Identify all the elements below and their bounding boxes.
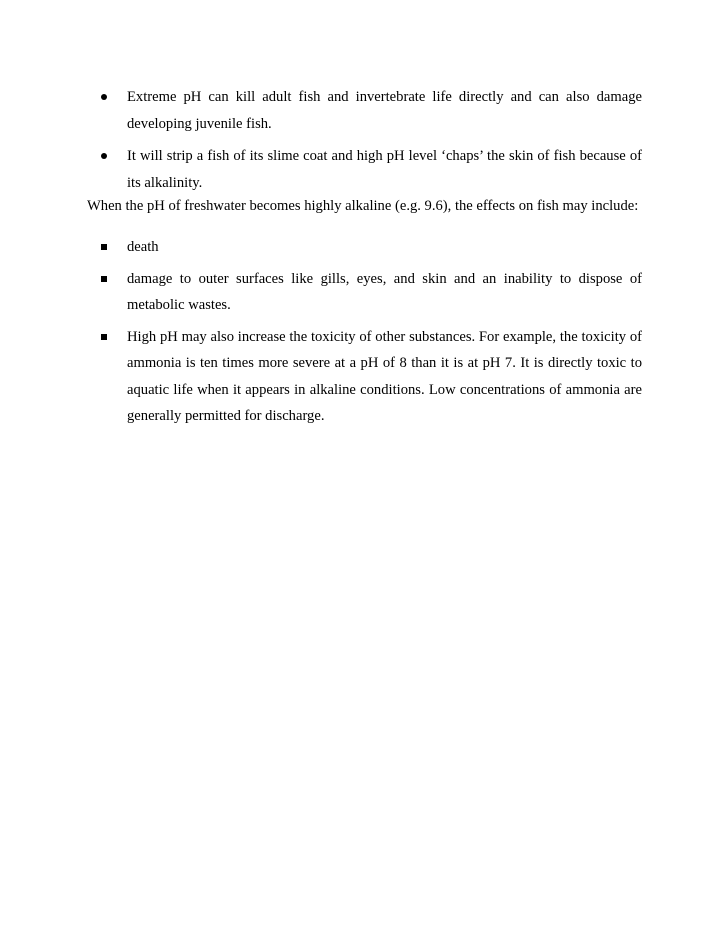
list-item xyxy=(0,266,728,319)
list-item-text: Extreme pH can kill adult fish and invertebrate life directly and can also damage developing juvenile fish. xyxy=(127,89,642,132)
bullet-disc-icon xyxy=(99,143,113,170)
bullet-disc-icon xyxy=(99,84,113,111)
bullet-square-icon xyxy=(99,324,113,351)
list-item xyxy=(0,234,728,261)
list-item-text: death xyxy=(127,239,159,255)
list-item-text: It will strip a fish of its slime coat and high pH level ‘chaps’ the skin of fish because of its alkalinity. xyxy=(127,148,642,191)
bullet-square-icon xyxy=(99,234,113,261)
intro-paragraph: When the pH of freshwater becomes highly alkaline (e.g. 9.6), the effects on fish may include: xyxy=(87,198,639,214)
list-item xyxy=(0,324,728,430)
bullet-list-alkaline-effects xyxy=(0,234,728,435)
bullet-square-icon xyxy=(99,266,113,293)
list-item-text: damage to outer surfaces like gills, eyes, and skin and an inability to dispose of metabolic wastes. xyxy=(127,270,642,313)
list-item xyxy=(0,143,728,196)
list-item xyxy=(0,84,728,137)
list-item-text: High pH may also increase the toxicity of other substances. For example, the toxicity of ammonia is ten times more severe at a pH of 8 than it is at pH 7. It is directly toxic to aquatic life when it appears in alkaline conditions. Low concentrations of ammonia are generally permitted for discharge. xyxy=(127,328,642,424)
bullet-list-fish-effects xyxy=(0,84,728,202)
